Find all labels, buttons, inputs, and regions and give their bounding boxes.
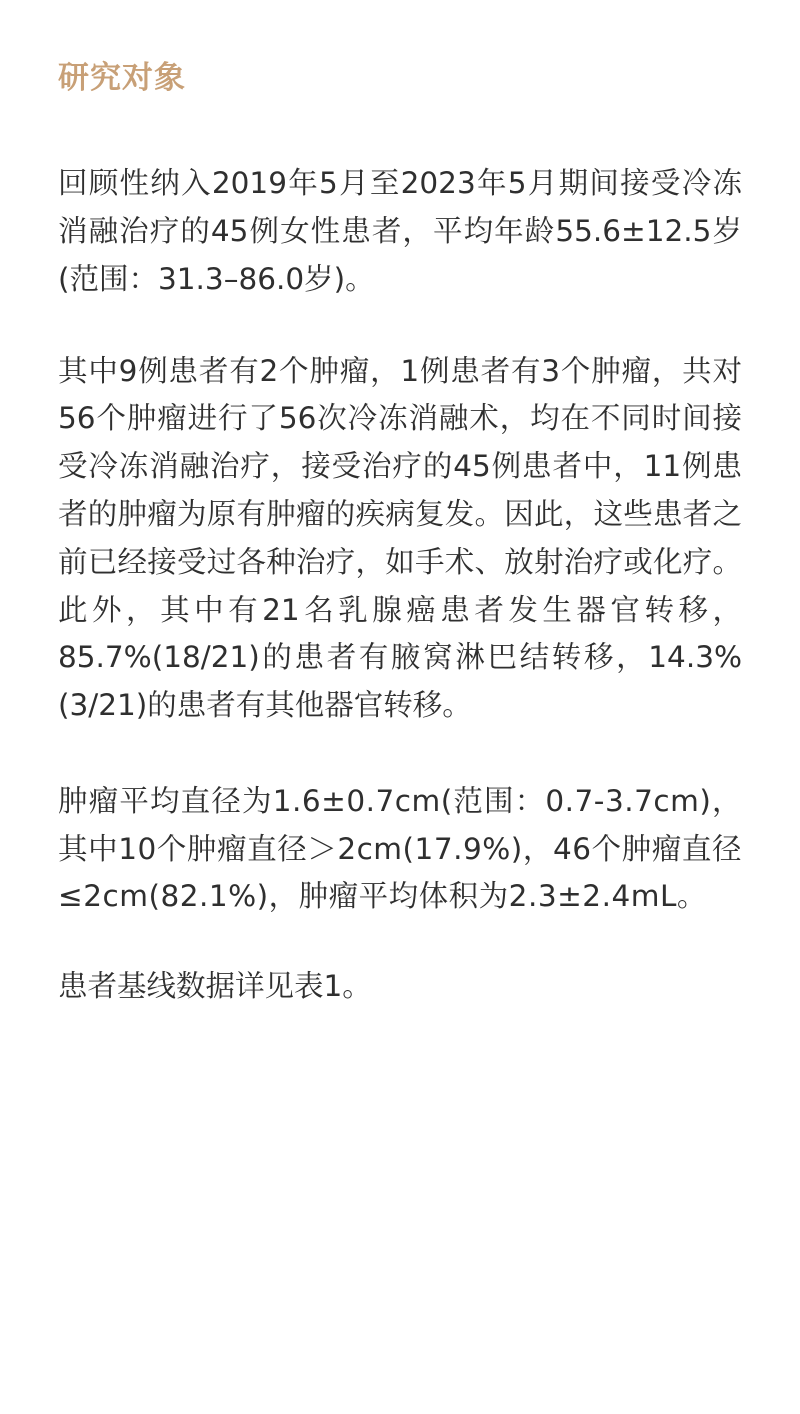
paragraph-tumor-counts: 其中9例患者有2个肿瘤，1例患者有3个肿瘤，共对56个肿瘤进行了56次冷冻消融术，均在不同时间接受冷冻消融治疗，接受治疗的45例患者中，11例患者的肿瘤为原有肿瘤的疾病复发。因此，这些患者之前已经接受过各种治疗，如手术、放射治疗或化疗。此外，其中有21名乳腺癌患者发生器官转移，85.7%(18/21)的患者有腋窝淋巴结转移，14.3%(3/21)的患者有其他器官转移。 <box>58 353 742 723</box>
paragraph-baseline-reference: 患者基线数据详见表1。 <box>58 969 372 1004</box>
spacer-after-title <box>58 98 742 160</box>
spacer-paragraph-3 <box>58 921 742 963</box>
paragraph-tumor-diameter: 肿瘤平均直径为1.6±0.7cm(范围：0.7-3.7cm)，其中10个肿瘤直径＞2cm(17.9%)，46个肿瘤直径≤2cm(82.1%)，肿瘤平均体积为2.3±2.4mL。 <box>58 783 742 914</box>
spacer-paragraph-1 <box>58 304 742 348</box>
page-title: 研究对象 <box>58 60 186 96</box>
spacer-paragraph-2 <box>58 730 742 778</box>
paragraph-study-population: 回顾性纳入2019年5月至2023年5月期间接受冷冻消融治疗的45例女性患者，平均年龄55.6±12.5岁(范围：31.3–86.0岁)。 <box>58 166 742 296</box>
